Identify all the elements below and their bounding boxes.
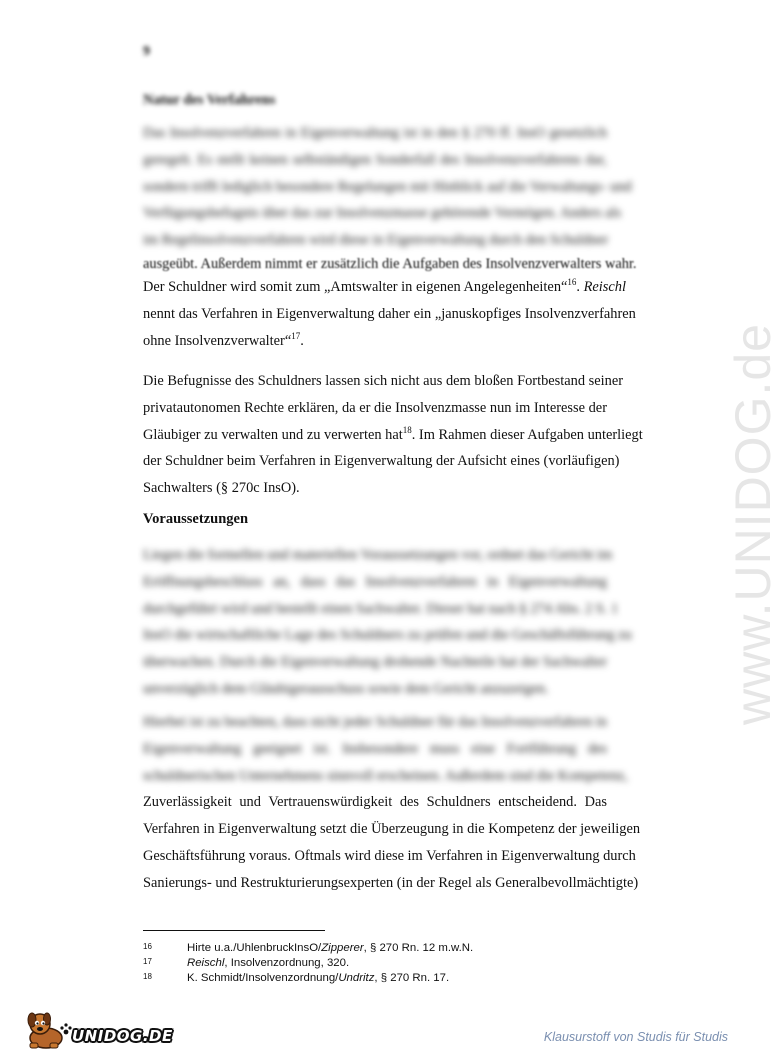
- text-line: nennt das Verfahren in Eigenverwaltung daher ein „januskopfiges Insolvenzverfahren: [143, 305, 636, 322]
- text-line: unverzüglich dem Gläubigerausschuss sowie dem Gericht anzuzeigen.: [143, 680, 549, 697]
- author-name: Reischl: [583, 278, 626, 295]
- text-line: Liegen die formellen und materiellen Voraussetzungen vor, ordnet das Gericht im: [143, 547, 613, 563]
- text-line: Der Schuldner wird somit zum „Amtswalter in eigenen Angelegenheiten“$^{16}$. Reischl: [143, 276, 626, 295]
- text-line: Sachwalters (§ 270c InsO).: [143, 480, 300, 497]
- text-line: durchgeführt wird und bestellt einen Sachwalter. Dieser hat nach § 274 Abs. 2 S. 1: [143, 600, 619, 617]
- footnote-divider: [143, 930, 325, 931]
- text-line: überwachen. Durch die Eigenverwaltung drohende Nachteile hat der Sachwalter: [143, 654, 607, 671]
- watermark-container: [664, 270, 781, 730]
- footnote-number: 18: [143, 972, 152, 981]
- footnote-text: Reischl, Insolvenzordnung, 320.: [187, 957, 350, 969]
- partially-blurred-line: ausgeübt. Außerdem nimmt er zusätzlich die Aufgaben des Insolvenzverwalters wahr.: [143, 255, 637, 272]
- footnote-ref: 17: [291, 330, 301, 341]
- text-line: Sanierungs- und Restrukturierungsexperten (in der Regel als Generalbevollmächtigte): [143, 874, 639, 891]
- text-line: Eröffnungsbeschluss an, dass das Insolvenzverfahren in Eigenverwaltung: [143, 573, 607, 590]
- text-line: InsO die wirtschaftliche Lage des Schuldners zu prüfen und die Geschäftsführung zu: [143, 627, 632, 644]
- footnote-number: 17: [143, 957, 152, 966]
- text-line: der Schuldner beim Verfahren in Eigenverwaltung der Aufsicht eines (vorläufigen): [143, 453, 620, 470]
- footnote-ref: 18: [402, 424, 412, 435]
- dog-mascot-icon: [24, 1010, 76, 1052]
- paragraph-nature: [143, 120, 637, 354]
- text-line: im Regelinsolvenzverfahren wird diese in Eigenverwaltung durch den Schuldner: [143, 232, 609, 249]
- section-heading-nature: Natur des Verfahrens: [143, 92, 276, 108]
- footnote-ref: 16: [567, 276, 577, 287]
- section-heading-requirements: Voraussetzungen: [143, 511, 249, 527]
- text-line: Eigenverwaltung geeignet ist. Insbesondere muss eine Fortführung des: [143, 740, 607, 757]
- blurred-text-block: [143, 709, 628, 789]
- logo-text: UNIDOG.DE: [72, 1027, 173, 1045]
- text-line: Hierbei ist zu beachten, dass nicht jeder Schuldner für das Insolvenzverfahren in: [143, 714, 607, 730]
- text-line: Gläubiger zu verwalten und zu verwerten hat$^{18}$. Im Rahmen dieser Aufgaben unterliegt: [143, 424, 643, 443]
- text-line: Geschäftsführung voraus. Oftmals wird diese im Verfahren in Eigenverwaltung durch: [143, 847, 636, 864]
- footnote-text: Hirte u.a./UhlenbruckInsO/Zipperer, § 270 Rn. 12 m.w.N.: [187, 942, 474, 954]
- footnote-text: K. Schmidt/Insolvenzordnung/Undritz, § 270 Rn. 17.: [187, 972, 450, 984]
- watermark-text: www.UNIDOG.de: [725, 323, 781, 725]
- tagline: Klausurstoff von Studis für Studis: [543, 1030, 728, 1044]
- text-line: schuldnerischen Unternehmens sinnvoll erscheinen. Außerdem sind die Kompetenz,: [143, 767, 628, 784]
- text-line: Das Insolvenzverfahren in Eigenverwaltung ist in den § 270 ff. InsO gesetzlich: [143, 125, 607, 141]
- text-line: Zuverlässigkeit und Vertrauenswürdigkeit des Schuldners entscheidend. Das: [143, 794, 607, 811]
- text-line: Verfahren in Eigenverwaltung setzt die Überzeugung in die Kompetenz der jeweiligen: [143, 821, 641, 838]
- unidog-logo: [24, 1010, 174, 1050]
- text-line: Verfügungsbefugnis über das zur Insolvenzmasse gehörende Vermögen. Anders als: [143, 205, 622, 222]
- text-line: ohne Insolvenzverwalter“$^{17}$.: [143, 330, 304, 349]
- paragraph-suitability: [143, 709, 641, 897]
- blurred-text-block: [143, 120, 632, 254]
- paragraph-powers: [143, 368, 643, 502]
- text-line: sondern trifft lediglich besondere Regelungen mit Hinblick auf die Verwaltungs- und: [143, 178, 632, 195]
- text-line: privatautonomen Rechte erklären, da er die Insolvenzmasse nun im Interesse der: [143, 399, 607, 416]
- page-number: 9: [143, 44, 150, 59]
- text-line: Die Befugnisse des Schuldners lassen sich nicht aus dem bloßen Fortbestand seiner: [143, 373, 623, 389]
- paragraph-requirements: [143, 542, 632, 703]
- text-line: geregelt. Es stellt keinen selbständigen Sonderfall des Insolvenzverfahrens dar,: [143, 151, 607, 168]
- footnote-number: 16: [143, 942, 152, 951]
